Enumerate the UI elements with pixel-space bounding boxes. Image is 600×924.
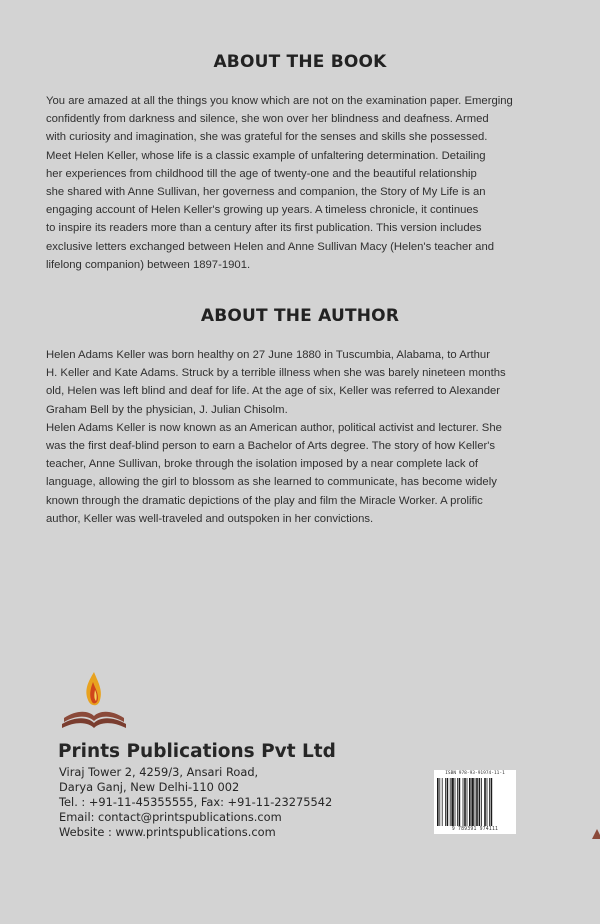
about-author-line: known through the dramatic depictions of the play and film the Miracle Worker. A prolific [46, 494, 483, 507]
about-book-line: with curiosity and imagination, she was grateful for the senses and skills she possessed. [46, 131, 488, 144]
about-author-line: teacher, Anne Sullivan, broke through the isolation imposed by a near complete lack of [46, 458, 479, 471]
about-book-line: lifelong companion) between 1897-1901. [46, 258, 251, 271]
about-book-line: she shared with Anne Sullivan, her governess and companion, the Story of My Life is an [46, 186, 486, 199]
about-book-heading: ABOUT THE BOOK [213, 52, 387, 72]
barcode-digits: 9 789391 974111 [451, 827, 499, 832]
about-book-line: to inspire its readers more than a century after its first publication. This version includes [46, 222, 482, 235]
publisher-website: Website : www.printspublications.com [59, 825, 276, 839]
publisher-address-line2: Darya Ganj, New Delhi-110 002 [59, 780, 240, 794]
about-book-line: Meet Helen Keller, whose life is a classic example of unfaltering determination. Detailing [46, 149, 486, 162]
about-author-line: Helen Adams Keller is now known as an American author, political activist and lecturer. She [46, 421, 502, 434]
about-book-text [46, 92, 558, 274]
about-author-line: Helen Adams Keller was born healthy on 27 June 1880 in Tuscumbia, Alabama, to Arthur [46, 349, 490, 361]
publisher-email: Email: contact@printspublications.com [59, 810, 282, 824]
about-author-line: was the first deaf-blind person to earn a Bachelor of Arts degree. The story of how Keller's [46, 440, 496, 453]
about-author-line: Graham Bell by the physician, J. Julian Chisolm. [46, 403, 288, 416]
about-author-text [46, 346, 558, 528]
publisher-address-line1: Viraj Tower 2, 4259/3, Ansari Road, [59, 765, 259, 779]
isbn-barcode [434, 770, 516, 834]
about-author-line: language, allowing the girl to blossom as she learned to communicate, has become widely [46, 476, 497, 489]
about-book-line: confidently from darkness and silence, she won over her blindness and deafness. Armed [46, 113, 489, 126]
about-author-line: H. Keller and Kate Adams. Struck by a terrible illness when she was barely nineteen months [46, 367, 506, 380]
about-book-line: engaging account of Helen Keller's growing up years. A timeless chronicle, it continues [46, 204, 479, 217]
corner-triangle-icon [592, 829, 600, 839]
publisher-name: Prints Publications Pvt Ltd [58, 741, 336, 762]
about-book-line: her experiences from childhood till the age of twenty-one and the beautiful relationship [46, 167, 477, 180]
about-author-line: old, Helen was left blind and deaf for life. At the age of six, Keller was referred to Alexander [46, 385, 501, 398]
about-book-line: exclusive letters exchanged between Helen and Anne Sullivan Macy (Helen's teacher and [46, 240, 495, 253]
isbn-label: ISBN 978-93-91974-11-1 [445, 771, 505, 776]
barcode-bars-icon [436, 778, 514, 826]
about-book-line: You are amazed at all the things you know which are not on the examination paper. Emerging [46, 95, 513, 107]
about-author-heading: ABOUT THE AUTHOR [200, 306, 400, 326]
publisher-phone: Tel. : +91-11-45355555, Fax: +91-11-23275542 [59, 795, 333, 809]
about-author-line: author, Keller was well-traveled and outspoken in her convictions. [46, 512, 374, 525]
publisher-logo-icon [58, 668, 130, 734]
